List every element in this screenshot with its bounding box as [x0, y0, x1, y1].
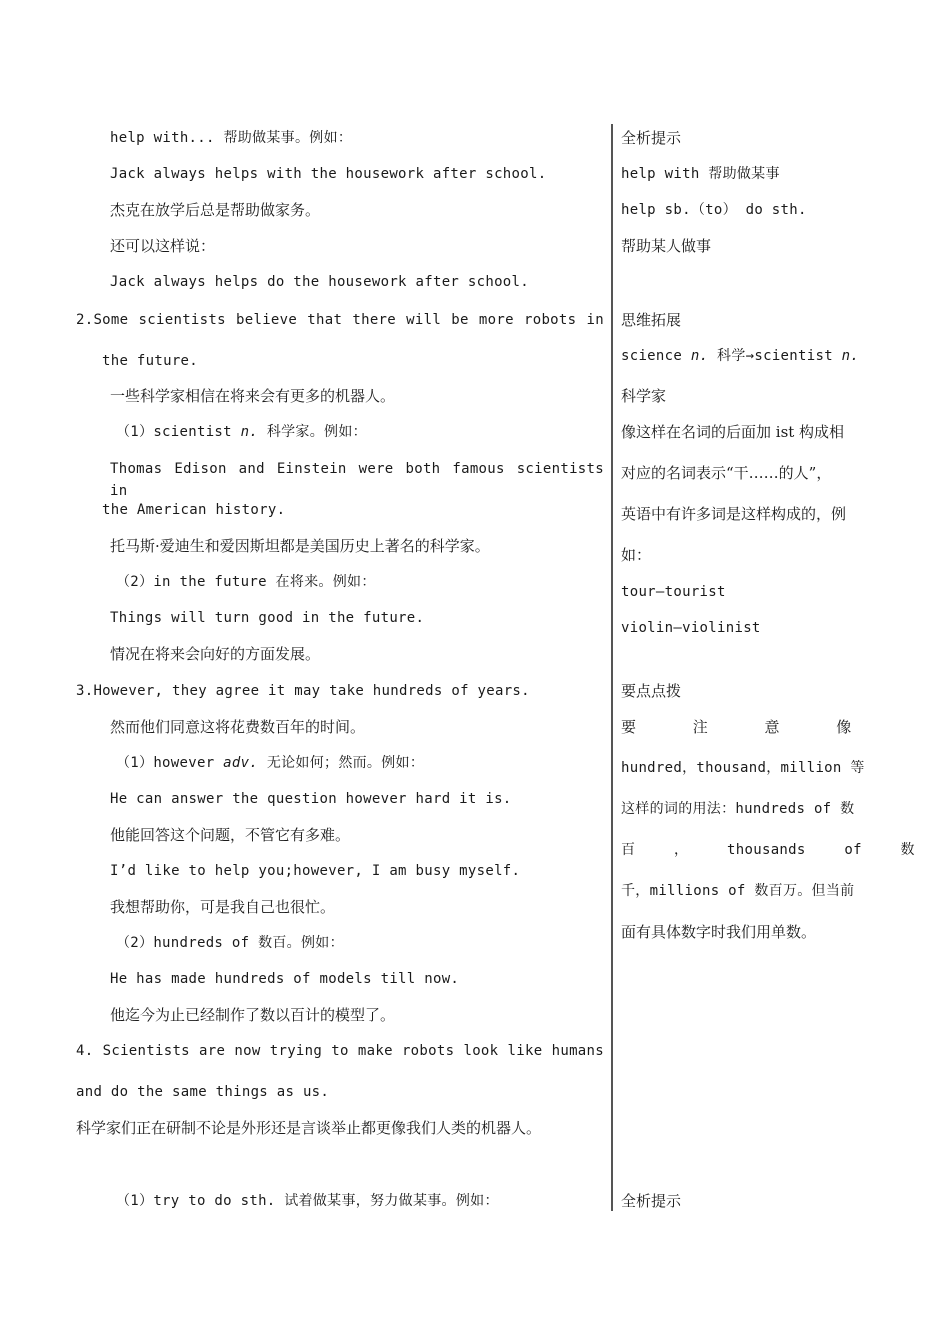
example-translation: 托马斯·爱迪生和爱因斯坦都是美国历史上著名的科学家。 [110, 537, 490, 555]
example-sentence: I’d like to help you;however, I am busy myself. [110, 863, 521, 879]
side-heading: 全析提示 [621, 129, 682, 147]
point-try-to-do: （1）try to do sth. 试着做某事，努力做某事。例如： [116, 1193, 499, 1209]
side-heading: 要点点拨 [621, 682, 682, 700]
phrase-help-with: help with... 帮助做某事。例如： [110, 130, 353, 146]
sentence-4-translation: 科学家们正在研制不论是外形还是言谈举止都更像我们人类的机器人。 [76, 1119, 542, 1137]
example-sentence: He can answer the question however hard it is. [110, 791, 512, 807]
example-sentence: He has made hundreds of models till now. [110, 971, 460, 987]
point-in-the-future: （2）in the future 在将来。例如： [116, 574, 376, 590]
column-divider [611, 124, 613, 1211]
point-however: （1）however adv. 无论如何；然而。例如： [116, 755, 425, 771]
example-sentence: Jack always helps do the housework after school. [110, 274, 529, 290]
side-heading: 全析提示 [621, 1192, 682, 1210]
example-sentence: Jack always helps with the housework after school. [110, 166, 547, 182]
alt-expression-label: 还可以这样说： [110, 237, 216, 255]
side-note: 像这样在名词的后面加 ist 构成相 [621, 423, 845, 441]
side-note: 要 注 意 像 [621, 718, 852, 736]
sentence-2: 2.Some scientists believe that there will be more robots in [76, 312, 604, 328]
example-translation: 他能回答这个问题，不管它有多难。 [110, 826, 351, 844]
point-hundreds-of: （2）hundreds of 数百。例如： [116, 935, 344, 951]
side-example: tour—tourist [621, 584, 726, 600]
side-heading: 思维拓展 [621, 311, 682, 329]
side-note: 百 ， thousands of 数 [621, 842, 915, 858]
example-translation: 他迄今为止已经制作了数以百计的模型了。 [110, 1006, 396, 1024]
side-note: 对应的名词表示“干……的人”， [621, 464, 832, 482]
example-translation: 杰克在放学后总是帮助做家务。 [110, 201, 321, 219]
side-note: 这样的词的用法：hundreds of 数 [621, 801, 855, 817]
example-translation: 情况在将来会向好的方面发展。 [110, 645, 321, 663]
side-example: violin—violinist [621, 620, 761, 636]
sentence-3-translation: 然而他们同意这将花费数百年的时间。 [110, 718, 366, 736]
side-note: 千，millions of 数百万。但当前 [621, 883, 855, 899]
sentence-4: 4. Scientists are now trying to make robots look like humans [76, 1043, 604, 1059]
sentence-2-translation: 一些科学家相信在将来会有更多的机器人。 [110, 387, 396, 405]
example-sentence: Things will turn good in the future. [110, 610, 425, 626]
side-note: 英语中有许多词是这样构成的，例 [621, 505, 847, 523]
side-note: 如： [621, 546, 652, 564]
side-note: 帮助某人做事 [621, 237, 712, 255]
sentence-4-cont: and do the same things as us. [76, 1084, 330, 1100]
side-note: 面有具体数字时我们用单数。 [621, 923, 817, 941]
side-note: science n. 科学→scientist n. [621, 348, 860, 364]
sentence-3: 3.However, they agree it may take hundreds of years. [76, 683, 530, 699]
sentence-2-cont: the future. [102, 353, 199, 369]
side-note: hundred，thousand，million 等 [621, 760, 865, 776]
side-note: 科学家 [621, 387, 667, 405]
example-translation: 我想帮助你，可是我自己也很忙。 [110, 898, 336, 916]
point-scientist: （1）scientist n. 科学家。例如： [116, 424, 367, 440]
side-note: help sb.（to） do sth. [621, 202, 807, 218]
side-note: help with 帮助做某事 [621, 166, 780, 182]
example-sentence: Thomas Edison and Einstein were both famous scientists in [110, 461, 604, 499]
example-sentence-cont: the American history. [102, 502, 286, 518]
